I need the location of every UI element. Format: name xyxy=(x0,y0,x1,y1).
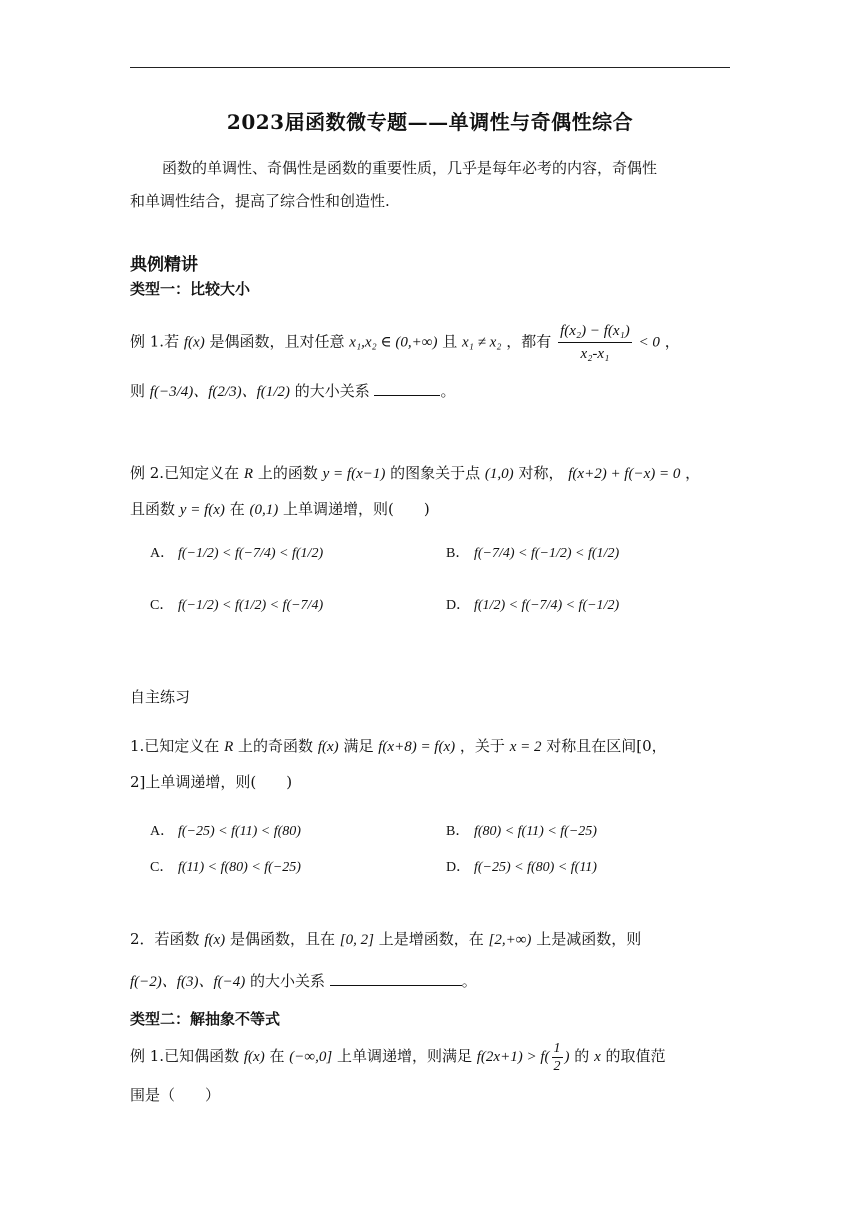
option-label: C． xyxy=(150,598,174,613)
option-label: A． xyxy=(150,546,175,561)
type1-heading: 类型一：比较大小 xyxy=(130,280,251,298)
ex2-func2: y = f(x) xyxy=(179,502,225,518)
q2-interval-2: [2,+∞) xyxy=(488,932,532,948)
ex2-text-5: ， xyxy=(685,464,701,482)
ex2-text-2: 上的函数 xyxy=(257,464,318,482)
q1-x2: x = 2 xyxy=(509,739,542,755)
ex3-text-3: 上单调递增，则满足 xyxy=(336,1047,472,1065)
q2-interval-1: [0, 2] xyxy=(339,932,374,948)
ex3-x: x xyxy=(594,1049,601,1065)
option-text: f(−1/2) < f(−7/4) < f(1/2) xyxy=(178,546,324,561)
intro-line-2: 和单调性结合，提高了综合性和创造性. xyxy=(130,192,390,210)
q1-text-5: 对称且在区间[0， xyxy=(546,737,667,755)
option-text: f(−25) < f(11) < f(80) xyxy=(178,824,301,839)
option-text: f(11) < f(80) < f(−25) xyxy=(178,860,301,875)
q1-option-c[interactable] xyxy=(150,854,301,881)
q1-option-a[interactable] xyxy=(150,818,301,845)
q2-line-1 xyxy=(130,926,641,953)
ex2-interval: (0,1) xyxy=(249,502,279,518)
ex2-func: y = f(x−1) xyxy=(322,466,386,482)
ex2-option-d[interactable] xyxy=(446,592,619,619)
option-text: f(−1/2) < f(1/2) < f(−7/4) xyxy=(178,598,324,613)
ex2-l2-text-1: 且函数 xyxy=(130,500,176,518)
ex3-interval: (−∞,0] xyxy=(289,1049,333,1065)
ex2-line-1 xyxy=(130,460,700,487)
q1-text-2: 上的奇函数 xyxy=(238,737,314,755)
ex3-text-1: 例 1.已知偶函数 xyxy=(130,1047,240,1065)
ex1-line-2 xyxy=(130,378,456,405)
q1-text-4: ，关于 xyxy=(459,737,505,755)
ex3-line-2: 围是（ ） xyxy=(130,1086,221,1104)
q2-values: f(−2)、f(3)、f(−4) xyxy=(130,974,246,990)
q1-R: R xyxy=(224,739,234,755)
ex1-text-1: 例 1.若 xyxy=(130,332,180,351)
option-label: A． xyxy=(150,824,175,839)
q2-text-1: 2．若函数 xyxy=(130,930,200,948)
ex2-text-4: 对称， xyxy=(518,464,564,482)
q1-option-d[interactable] xyxy=(446,854,597,881)
ex1-fraction-denominator: x₂-x₁ xyxy=(580,346,610,362)
q1-text-1: 1.已知定义在 xyxy=(130,737,220,755)
q2-l2-text-1: 的大小关系 xyxy=(250,972,326,990)
ex1-l2-end: 。 xyxy=(440,382,456,400)
ex1-neq: x₁ ≠ x₂ xyxy=(462,334,502,351)
ex1-line-1 xyxy=(130,320,680,365)
ex1-fx: f(x) xyxy=(183,334,205,351)
ex2-option-c[interactable] xyxy=(150,592,323,619)
q2-text-2: 是偶函数，且在 xyxy=(229,930,335,948)
ex3-text-2: 在 xyxy=(269,1047,285,1065)
ex2-point: (1,0) xyxy=(484,466,514,482)
ex3-fx: f(x) xyxy=(243,1049,265,1065)
ex2-l2-text-2: 在 xyxy=(229,500,245,518)
ex3-half-numerator: 1 xyxy=(553,1040,561,1056)
q2-line-2 xyxy=(130,968,477,995)
ex1-l2-text-1: 则 xyxy=(130,382,146,400)
ex3-inequality: f(2x+1) > f xyxy=(476,1049,545,1065)
ex2-R: R xyxy=(243,466,254,482)
option-text: f(−7/4) < f(−1/2) < f(1/2) xyxy=(474,546,620,561)
q1-equation: f(x+8) = f(x) xyxy=(378,739,456,755)
header-rule xyxy=(130,67,730,68)
q1-text-3: 满足 xyxy=(343,737,374,755)
ex1-l2-text-2: 的大小关系 xyxy=(294,382,370,400)
q2-answer-blank xyxy=(330,971,462,986)
ex2-text-3: 的图象关于点 xyxy=(390,464,481,482)
ex1-values: f(−3/4)、f(2/3)、f(1/2) xyxy=(149,384,290,400)
q1-option-b[interactable] xyxy=(446,818,597,845)
ex2-line-2 xyxy=(130,496,430,523)
ex1-lt0: < 0 xyxy=(638,334,660,351)
ex1-text-4: ，都有 xyxy=(506,332,552,351)
q1-line-2: 2]上单调递增，则( ) xyxy=(130,773,293,791)
option-label: D． xyxy=(446,598,471,613)
option-text: f(80) < f(11) < f(−25) xyxy=(474,824,597,839)
q2-fx: f(x) xyxy=(204,932,226,948)
ex2-text-1: 例 2.已知定义在 xyxy=(130,464,240,482)
ex3-half-denominator: 2 xyxy=(553,1058,561,1074)
q1-fx: f(x) xyxy=(317,739,339,755)
ex3-line-1: 例 1.已知偶函数 f(x) 在 (−∞,0] 上单调递增，则满足 f(2x+1) > f( $\frac{1}{2}$ ) 的 x 的取值范 xyxy=(130,1040,666,1074)
section-heading: 典例精讲 xyxy=(130,255,198,275)
type2-heading: 类型二：解抽象不等式 xyxy=(130,1010,281,1028)
ex3-half xyxy=(552,1040,563,1075)
q2-text-3: 上是增函数，在 xyxy=(378,930,484,948)
ex2-l2-text-3: 上单调递增，则( ) xyxy=(283,500,430,518)
practice-heading: 自主练习 xyxy=(130,688,191,706)
ex1-text-3: 且 xyxy=(442,332,458,351)
ex1-text-2: 是偶函数，且对任意 xyxy=(209,332,345,351)
ex2-option-a[interactable] xyxy=(150,540,323,567)
ex3-text-5: 的取值范 xyxy=(605,1047,666,1065)
option-label: B． xyxy=(446,824,470,839)
q2-l2-end: 。 xyxy=(461,972,477,990)
intro-line-1: 函数的单调性、奇偶性是函数的重要性质，几乎是每年必考的内容，奇偶性 xyxy=(162,159,658,177)
ex1-answer-blank xyxy=(374,381,440,396)
ex2-option-b[interactable] xyxy=(446,540,619,567)
option-text: f(1/2) < f(−7/4) < f(−1/2) xyxy=(474,598,620,613)
option-label: C． xyxy=(150,860,174,875)
option-label: B． xyxy=(446,546,470,561)
q1-line-1 xyxy=(130,733,667,760)
ex1-fraction xyxy=(558,320,632,365)
option-text: f(−25) < f(80) < f(11) xyxy=(474,860,597,875)
option-label: D． xyxy=(446,860,471,875)
ex1-condition: x₁,x₂ ∈ (0,+∞) xyxy=(349,334,438,351)
q2-text-4: 上是减函数，则 xyxy=(536,930,642,948)
page-title: 2023届函数微专题——单调性与奇偶性综合 xyxy=(226,110,634,134)
ex1-fraction-numerator: f(x₂) − f(x₁) xyxy=(558,320,632,343)
ex1-text-5: ， xyxy=(664,332,680,351)
ex3-text-4: 的 xyxy=(574,1047,590,1065)
ex2-equation: f(x+2) + f(−x) = 0 xyxy=(568,466,681,482)
